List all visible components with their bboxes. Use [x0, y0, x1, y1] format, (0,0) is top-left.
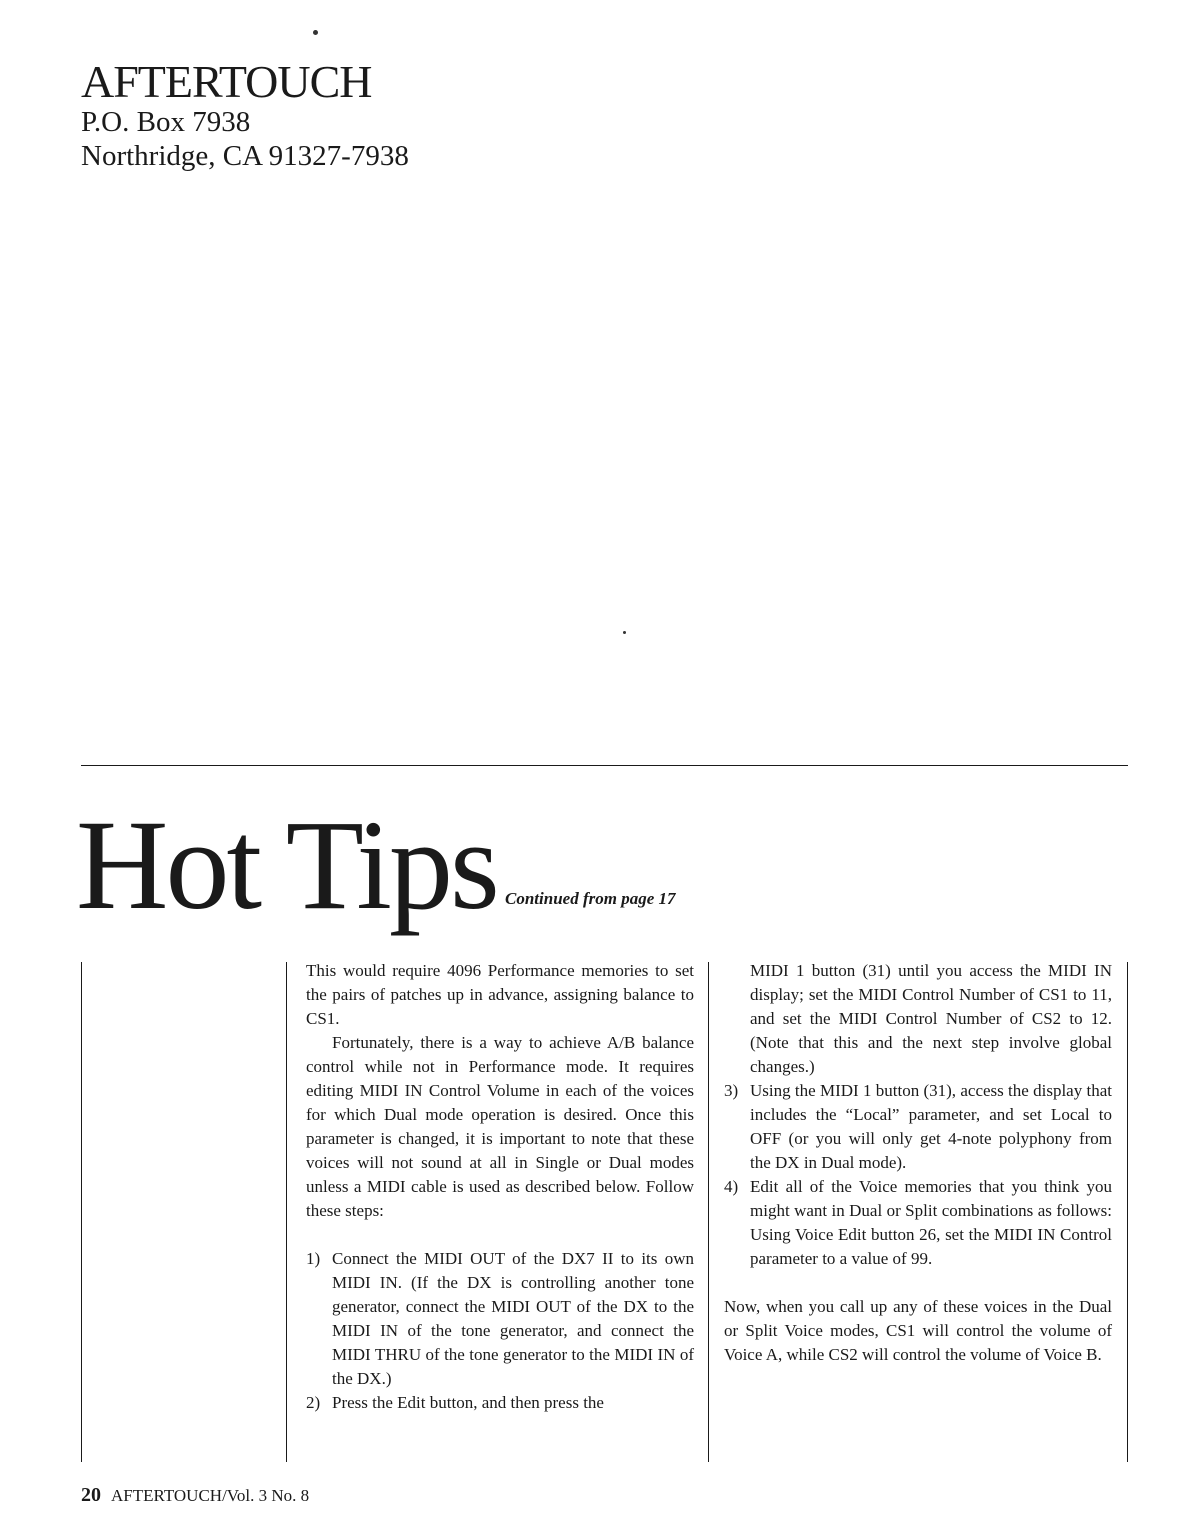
print-speck	[313, 30, 318, 35]
list-item	[306, 1247, 694, 1391]
print-speck	[623, 631, 626, 634]
continued-note: Continued from page 17	[505, 889, 676, 908]
mailing-city-zip: Northridge, CA 91327-7938	[81, 140, 409, 172]
steps-list	[306, 1247, 694, 1415]
step-text: Connect the MIDI OUT of the DX7 II to its own MIDI IN. (If the DX is controlling another tone generator, connect the MIDI OUT of the DX to the MIDI IN of the tone generator, and connect the MIDI THRU of the tone generator to the MIDI IN of the DX.)	[332, 1249, 694, 1388]
page-footer	[81, 1484, 309, 1507]
step-number: 2)	[306, 1393, 321, 1412]
step-number: 3)	[724, 1081, 739, 1100]
paragraph: Now, when you call up any of these voices in the Dual or Split Voice modes, CS1 will control the volume of Voice A, while CS2 will control the volume of Voice B.	[724, 1297, 1112, 1364]
mailing-po-box: P.O. Box 7938	[81, 106, 251, 138]
page-number: 20	[81, 1484, 101, 1506]
column-rule-left	[81, 962, 82, 1462]
step-number: 4)	[724, 1177, 739, 1196]
paragraph: This would require 4096 Performance memories to set the pairs of patches up in advance, assigning balance to CS1.	[306, 961, 694, 1028]
article-column-2	[724, 959, 1112, 1367]
list-item	[724, 1079, 1112, 1175]
paragraph: Fortunately, there is a way to achieve A/B balance control while not in Performance mode. It requires editing MIDI IN Control Volume in each of the voices for which Dual mode operation is desired. Once this parameter is changed, it is important to note that these voices will not sound at all in Single or Dual modes unless a MIDI cable is used as described below. Follow these steps:	[306, 1033, 694, 1220]
section-divider	[81, 765, 1128, 766]
article-title: Hot Tips	[76, 794, 497, 936]
step-number: 1)	[306, 1249, 321, 1268]
list-item	[306, 1391, 694, 1415]
steps-list	[724, 959, 1112, 1271]
issue-label: AFTERTOUCH/Vol. 3 No. 8	[111, 1486, 310, 1505]
mailing-name: AFTERTOUCH	[81, 56, 372, 107]
column-rule-1	[286, 962, 287, 1462]
step-text: Edit all of the Voice memories that you think you might want in Dual or Split combinations as follows: Using Voice Edit button 26, set the MIDI IN Control parameter to a value of 99.	[750, 1177, 1112, 1268]
step-text: MIDI 1 button (31) until you access the MIDI IN display; set the MIDI Control Number of CS1 to 11, and set the MIDI Control Number of CS2 to 12. (Note that this and the next step involve global changes.)	[750, 961, 1112, 1076]
list-item	[724, 959, 1112, 1079]
step-text: Using the MIDI 1 button (31), access the display that includes the “Local” parameter, and set Local to OFF (or you will only get 4-note polyphony from the DX in Dual mode).	[750, 1081, 1112, 1172]
column-rule-right	[1127, 962, 1128, 1462]
column-rule-2	[708, 962, 709, 1462]
step-text: Press the Edit button, and then press the	[332, 1393, 604, 1412]
article-column-1	[306, 959, 694, 1415]
list-item	[724, 1175, 1112, 1271]
